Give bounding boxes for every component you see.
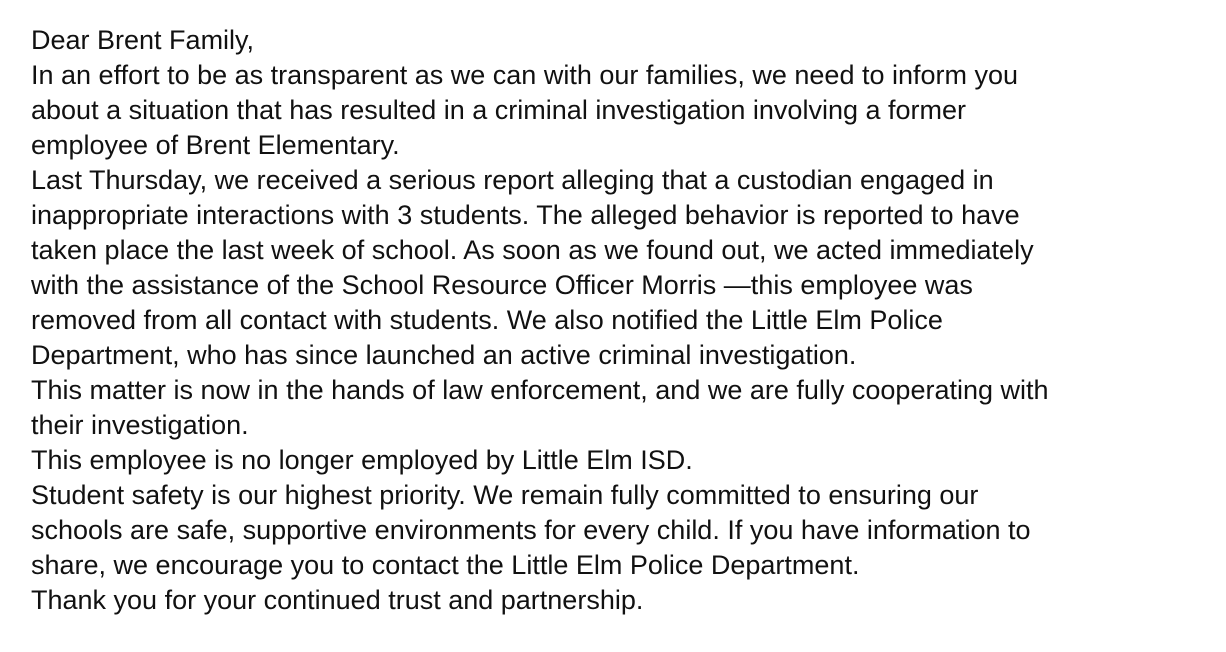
letter-body [31,23,1211,618]
letter-line: removed from all contact with students. We also notified the Little Elm Police [31,305,943,335]
letter-line: Last Thursday, we received a serious report alleging that a custodian engaged in [31,165,994,195]
letter-line: with the assistance of the School Resource Officer Morris —this employee was [31,270,973,300]
letter-line: Student safety is our highest priority. We remain fully committed to ensuring our [31,480,979,510]
letter-line: taken place the last week of school. As soon as we found out, we acted immediately [31,235,1034,265]
letter-line: about a situation that has resulted in a criminal investigation involving a former [31,95,967,125]
letter-line: This matter is now in the hands of law enforcement, and we are fully cooperating with [31,375,1049,405]
letter-line: their investigation. [31,410,249,440]
letter-line: schools are safe, supportive environments for every child. If you have information to [31,515,1031,545]
letter-line: inappropriate interactions with 3 students. The alleged behavior is reported to have [31,200,1020,230]
letter-line: This employee is no longer employed by Little Elm ISD. [31,445,693,475]
closing-line: Thank you for your continued trust and partnership. [31,585,644,615]
letter-line: employee of Brent Elementary. [31,130,400,160]
salutation-line: Dear Brent Family, [31,25,255,55]
letter-line: share, we encourage you to contact the Little Elm Police Department. [31,550,860,580]
letter-line: Department, who has since launched an active criminal investigation. [31,340,857,370]
letter-line: In an effort to be as transparent as we can with our families, we need to inform you [31,60,1019,90]
